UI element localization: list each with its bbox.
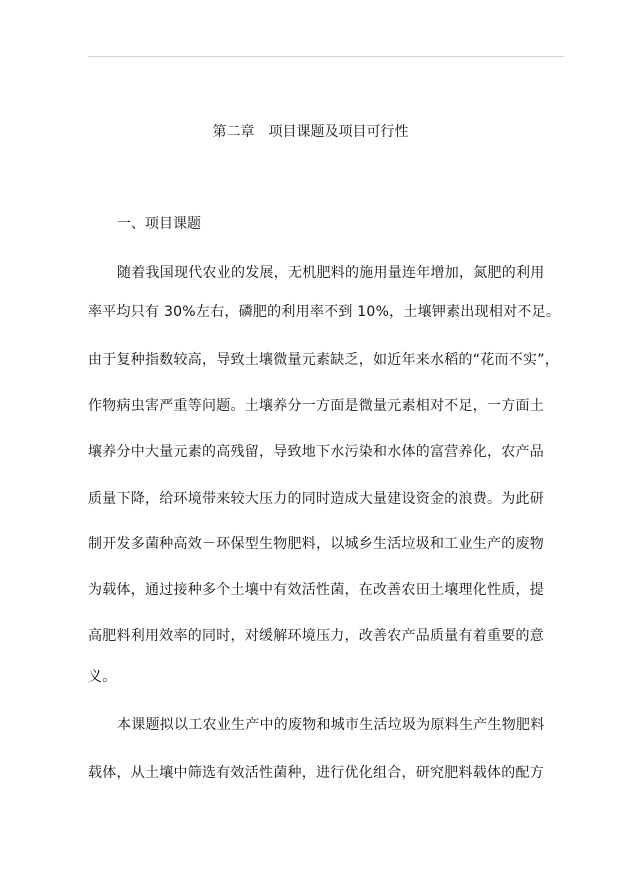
paragraph-1-line-6: 质量下降，给环境带来较大压力的同时造成大量建设资金的浪费。为此研 bbox=[88, 491, 544, 507]
header-rule bbox=[88, 56, 564, 57]
paragraph-1-line-7: 制开发多菌种高效－环保型生物肥料，以城乡生活垃圾和工业生产的废物 bbox=[88, 536, 544, 552]
paragraph-1-line-10: 义。 bbox=[88, 669, 117, 685]
paragraph-1-line-4: 作物病虫害严重等问题。土壤养分一方面是微量元素相对不足，一方面土 bbox=[88, 398, 544, 414]
paragraph-1-line-3: 由于复种指数较高，导致土壤微量元素缺乏，如近年来水稻的“花而不实”， bbox=[88, 352, 560, 368]
paragraph-1-line-8: 为载体，通过接种多个土壤中有效活性菌，在改善农田土壤理化性质，提 bbox=[88, 582, 544, 598]
paragraph-2-line-2: 载体，从土壤中筛选有效活性菌种，进行优化组合，研究肥料载体的配方 bbox=[88, 765, 544, 781]
paragraph-1-line-5: 壤养分中大量元素的高残留，导致地下水污染和水体的富营养化，农产品 bbox=[88, 444, 544, 460]
paragraph-1-line-1: 随着我国现代农业的发展，无机肥料的施用量连年增加，氮肥的利用 bbox=[117, 265, 545, 281]
chapter-title: 第二章 项目课题及项目可行性 bbox=[212, 124, 409, 140]
paragraph-1-line-9: 高肥料利用效率的同时，对缓解环境压力，改善农产品质量有着重要的意 bbox=[88, 628, 544, 644]
section-heading: 一、项目课题 bbox=[117, 216, 201, 232]
paragraph-2-line-1: 本课题拟以工农业生产中的废物和城市生活垃圾为原料生产生物肥料 bbox=[117, 717, 545, 733]
paragraph-1-line-2: 率平均只有 30%左右，磷肥的利用率不到 10%，土壤钾素出现相对不足。 bbox=[88, 304, 561, 320]
